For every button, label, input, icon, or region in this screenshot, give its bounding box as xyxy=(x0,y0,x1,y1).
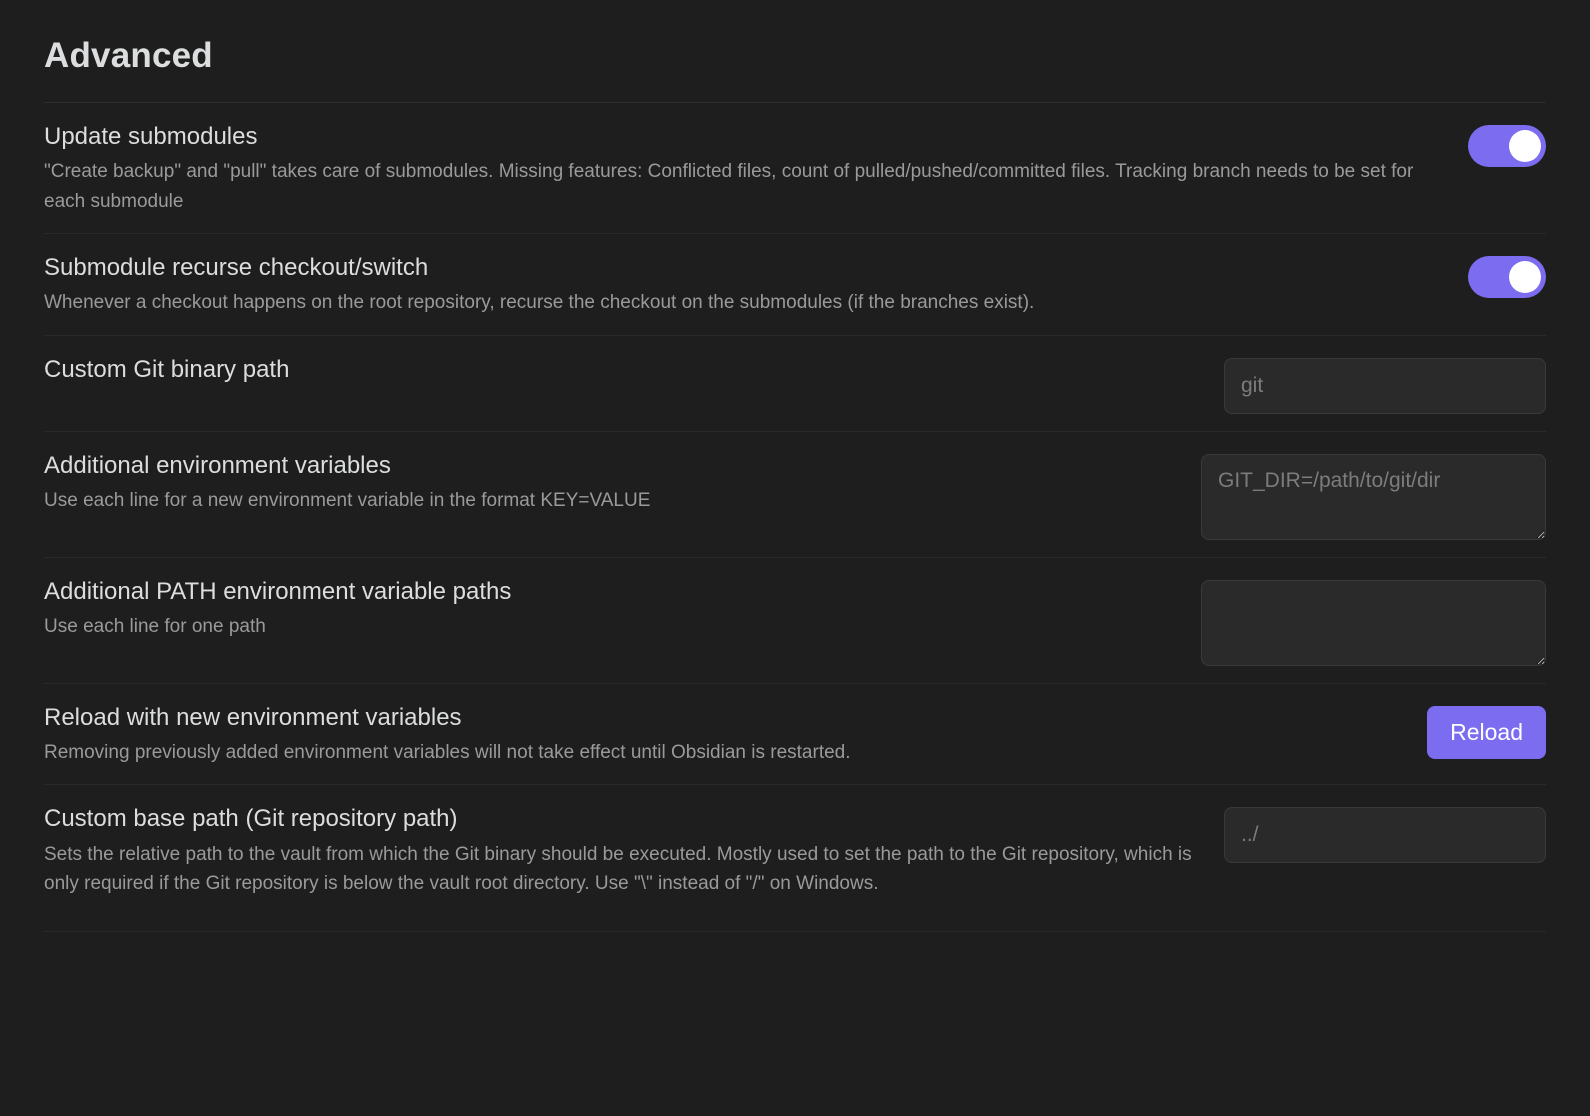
additional-environment-variables-textarea[interactable] xyxy=(1201,454,1546,540)
additional-path-environment-variable-paths-textarea[interactable] xyxy=(1201,580,1546,666)
page-title: Advanced xyxy=(44,36,213,75)
setting-description: "Create backup" and "pull" takes care of submodules. Missing features: Conflicted files, count of pulled/pushed/committed files. Tracking branch needs to be set for each submodule xyxy=(44,161,1414,212)
setting-item-reload-environment-variables xyxy=(44,683,1546,785)
reload-button[interactable]: Reload xyxy=(1427,706,1546,759)
custom-git-binary-path-input[interactable] xyxy=(1224,358,1546,414)
setting-description: Removing previously added environment variables will not take effect until Obsidian is restarted. xyxy=(44,741,851,763)
setting-control xyxy=(1201,450,1546,540)
setting-name: Update submodules xyxy=(44,123,258,150)
setting-info xyxy=(44,576,1171,642)
setting-name: Custom base path (Git repository path) xyxy=(44,805,458,833)
setting-control xyxy=(1468,121,1546,167)
toggle-knob xyxy=(1509,130,1541,162)
toggle-submodule-recurse-checkout[interactable] xyxy=(1468,256,1546,298)
setting-description: Use each line for one path xyxy=(44,615,266,637)
setting-item-submodule-recurse-checkout xyxy=(44,233,1546,335)
setting-info xyxy=(44,121,1438,216)
toggle-update-submodules[interactable] xyxy=(1468,125,1546,167)
custom-base-path-input[interactable] xyxy=(1224,807,1546,863)
setting-control xyxy=(1224,803,1546,863)
setting-control xyxy=(1201,576,1546,666)
toggle-knob xyxy=(1509,261,1541,293)
setting-item-additional-environment-variables xyxy=(44,431,1546,557)
setting-control xyxy=(1224,354,1546,414)
setting-item-update-submodules xyxy=(44,102,1546,233)
setting-description: Sets the relative path to the vault from which the Git binary should be executed. Mostly used to set the path to the Git repository, which is only required if the Git repository is below the vault root directory. Use "\" instead of "/" on Windows. xyxy=(44,843,1192,894)
setting-info xyxy=(44,702,1397,768)
setting-item-custom-git-binary-path xyxy=(44,335,1546,431)
setting-item-additional-path-environment-variable-paths xyxy=(44,557,1546,683)
setting-item-custom-base-path xyxy=(44,784,1546,915)
setting-name: Additional environment variables xyxy=(44,451,391,479)
setting-control xyxy=(1468,252,1546,298)
section-divider xyxy=(44,931,1546,932)
setting-info xyxy=(44,803,1194,898)
setting-description: Whenever a checkout happens on the root repository, recurse the checkout on the submodules (if the branches exist). xyxy=(44,292,1035,314)
setting-info xyxy=(44,450,1171,516)
setting-description: Use each line for a new environment variable in the format KEY=VALUE xyxy=(44,489,651,511)
setting-control xyxy=(1427,702,1546,759)
setting-info xyxy=(44,252,1438,318)
setting-name: Additional PATH environment variable paths xyxy=(44,577,512,605)
setting-name: Submodule recurse checkout/switch xyxy=(44,254,429,282)
setting-name: Reload with new environment variables xyxy=(44,703,462,731)
setting-name: Custom Git binary path xyxy=(44,355,290,383)
setting-info xyxy=(44,354,1194,390)
